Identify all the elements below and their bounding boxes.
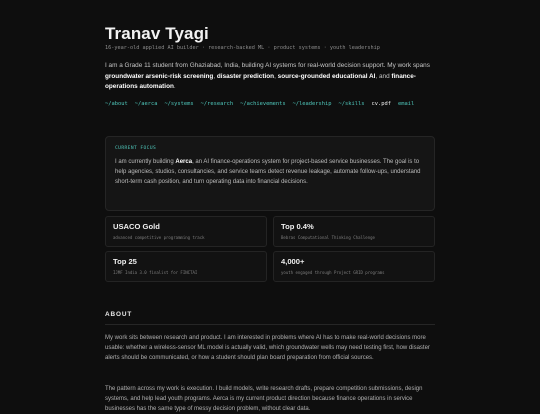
- intro-highlight-education: source-grounded educational AI: [277, 72, 376, 80]
- focus-highlight-aerca: Aerca: [175, 159, 193, 165]
- intro-text: ,: [274, 72, 278, 80]
- current-focus-text: [115, 158, 425, 187]
- nav-link-aerca[interactable]: ~/aerca: [134, 101, 158, 107]
- profile-tagline: 16-year-old applied AI builder · research-backed ML · product systems · youth leadership: [105, 45, 380, 51]
- focus-text-part: , an AI finance-operations system for project-based service businesses. The goal is to help agencies, studios, consultancies, and service teams detect revenue leakage, automate follow-ups, understand short-term cash position, and turn operating data into financial decisions.: [115, 159, 421, 185]
- stat-title: Top 25: [113, 257, 137, 266]
- current-focus-card: [105, 136, 435, 211]
- section-divider: [105, 324, 435, 325]
- nav-link-about[interactable]: ~/about: [105, 101, 128, 107]
- about-paragraph-1: My work sits between research and product. I am interested in problems where AI has to make real-world decisions more usable: whether a wireless-sensor ML model is actually valid, which groundwater wells may need testing first, how disaster alerts should be communicated, or how a student should plan board preparation from official sources.: [105, 335, 430, 361]
- stat-title: USACO Gold: [113, 222, 160, 231]
- intro-text: , and: [375, 72, 392, 80]
- stat-card-usaco: [105, 216, 267, 247]
- intro-paragraph: [105, 61, 440, 93]
- intro-text: ,: [213, 72, 217, 80]
- nav-link-email[interactable]: email: [397, 101, 415, 107]
- nav-link-research[interactable]: ~/research: [200, 101, 234, 107]
- nav-link-systems[interactable]: ~/systems: [164, 101, 194, 107]
- stat-title: Top 0.4%: [281, 222, 314, 231]
- intro-text: .: [173, 83, 176, 91]
- stat-card-youth: [273, 251, 435, 282]
- nav-link-cv[interactable]: cv.pdf: [371, 101, 391, 107]
- stats-grid: [105, 216, 435, 282]
- nav-link-skills[interactable]: ~/skills: [338, 101, 365, 107]
- nav-links: [105, 101, 414, 107]
- intro-text: I am a Grade 11 student from Ghaziabad, India, building AI systems for real-world decision support. My work spans: [105, 62, 430, 69]
- nav-link-achievements[interactable]: ~/achievements: [240, 101, 286, 107]
- current-focus-label: CURRENT FOCUS: [115, 146, 157, 151]
- stat-subtitle: IJMF India 3.0 finalist for FINCTAI: [113, 270, 198, 275]
- intro-highlight-finance: finance-operations automation: [105, 72, 416, 91]
- about-heading: ABOUT: [105, 311, 133, 318]
- intro-highlight-arsenic: groundwater arsenic-risk screening: [105, 72, 214, 80]
- stat-card-ijmf: [105, 251, 267, 282]
- profile-name: Tranav Tyagi: [105, 24, 209, 43]
- nav-link-leadership[interactable]: ~/leadership: [292, 101, 332, 107]
- stat-subtitle: Bebras Computational Thinking Challenge: [281, 235, 375, 240]
- focus-text-part: I am currently building: [115, 159, 176, 165]
- about-paragraph-2: The pattern across my work is execution. I build models, write research drafts, prepare competition submissions, design systems, and help lead youth programs. Aerca is my current product direction because finance operations in service businesses has the same type of messy decision problem, without clear data.: [105, 386, 423, 412]
- stat-title: 4,000+: [281, 257, 305, 266]
- intro-highlight-disaster: disaster prediction: [216, 72, 275, 80]
- stat-subtitle: advanced competitive programming track: [113, 235, 205, 240]
- stat-subtitle: youth engaged through Project GRID programs: [281, 270, 385, 275]
- stat-card-bebras: [273, 216, 435, 247]
